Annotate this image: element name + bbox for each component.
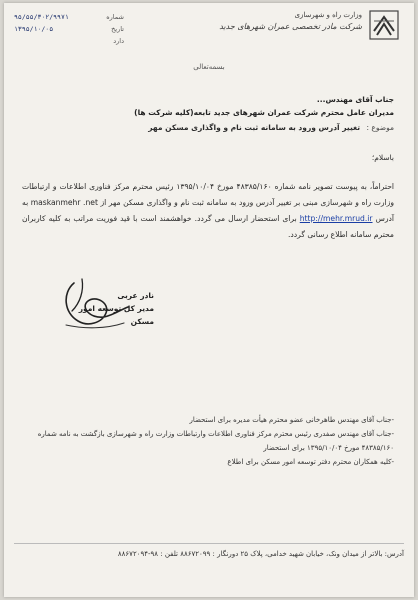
ministry-logo-icon <box>368 9 400 41</box>
ministry-name: وزارت راه و شهرسازی <box>294 11 362 19</box>
signatory-name: نادر عربی <box>117 291 154 300</box>
letter-footer <box>14 543 404 558</box>
meta-row-date <box>14 23 124 35</box>
old-address: maskanmehr .net <box>30 198 98 207</box>
basmala: بسمه‌تعالی <box>193 63 225 71</box>
company-name: شرکت مادر تخصصی عمران شهرهای جدید <box>219 22 362 31</box>
signature-block <box>44 273 154 333</box>
cc-item: -جناب آقای مهندس طاهرخانی عضو محترم هیأت مدیره برای استحضار <box>189 416 394 424</box>
meta-row-number <box>14 11 124 23</box>
meta-label: تاریخ <box>111 25 124 33</box>
meta-label: شماره <box>106 13 124 21</box>
organization-name <box>202 9 362 33</box>
letter-number: ۹۵/۵۵/۳۰۲/۹۹۷۱ <box>14 13 69 21</box>
letter-page <box>4 3 414 597</box>
meta-label: دارد <box>113 37 124 45</box>
subject-label: موضوع : <box>366 123 394 132</box>
greeting: باسلام؛ <box>371 153 394 162</box>
carbon-copy-list <box>20 413 394 469</box>
signatory <box>64 289 154 328</box>
cc-item: -کلیه همکاران محترم دفتر توسعه امور مسکن برای اطلاع <box>227 458 394 466</box>
recipient-line-1: جناب آقای مهندس... <box>316 95 394 104</box>
new-address-link[interactable]: http://mehr.mrud.ir <box>299 214 373 223</box>
letter-body <box>22 179 394 243</box>
subject-text: تغییر آدرس ورود به سامانه ثبت نام و واگذاری مسکن مهر <box>148 123 361 132</box>
letter-metadata <box>14 11 124 47</box>
body-part-1: احتراماً، به پیوست تصویر نامه شماره ۴۸۳۸۵/۱۶۰ مورخ ۱۳۹۵/۱۰/۰۴ رئیس محترم مرکز فناوری اطلاعات و ارتباطات وزارت راه و شهرسازی مبنی بر تغییر آدرس ورود به سامانه ثبت نام و واگذاری مسکن مهر از <box>22 182 395 207</box>
recipient-block <box>14 93 394 119</box>
body-part-3: برای استحضار ارسال می گردد. خواهشمند است با قید فوریت مراتب به کلیه کاربران محترم سامانه اطلاع رسانی گردد. <box>22 214 394 239</box>
letter-date: ۱۳۹۵/۱۰/۰۵ <box>14 25 54 33</box>
subject-line <box>14 121 394 134</box>
recipient-line-2: مدیران عامل محترم شرکت عمران شهرهای جدید تابعه(کلیه شرکت ها) <box>134 108 394 117</box>
meta-row-attachment <box>14 35 124 47</box>
body-part-2: به آدرس <box>22 198 394 223</box>
cc-item: -جناب آقای مهندس صفدری رئیس محترم مرکز فناوری اطلاعات وارتباطات وزارت راه و شهرسازی بازگشت به نامه شماره ۴۸۳۸۵/۱۶۰ مورخ ۱۳۹۵/۱۰/۰۴ برای استحضار <box>37 430 394 452</box>
signatory-title: مدیر کل توسعه امور مسکن <box>78 304 154 326</box>
footer-address: آدرس: بالاتر از میدان ونک، خیابان شهید خدامی، پلاک ۲۵ دورنگار : ۸۸۶۷۲۰۹۹ تلفن : ۹۸-۸۸۶۷۲۰۹۴ <box>117 550 404 558</box>
